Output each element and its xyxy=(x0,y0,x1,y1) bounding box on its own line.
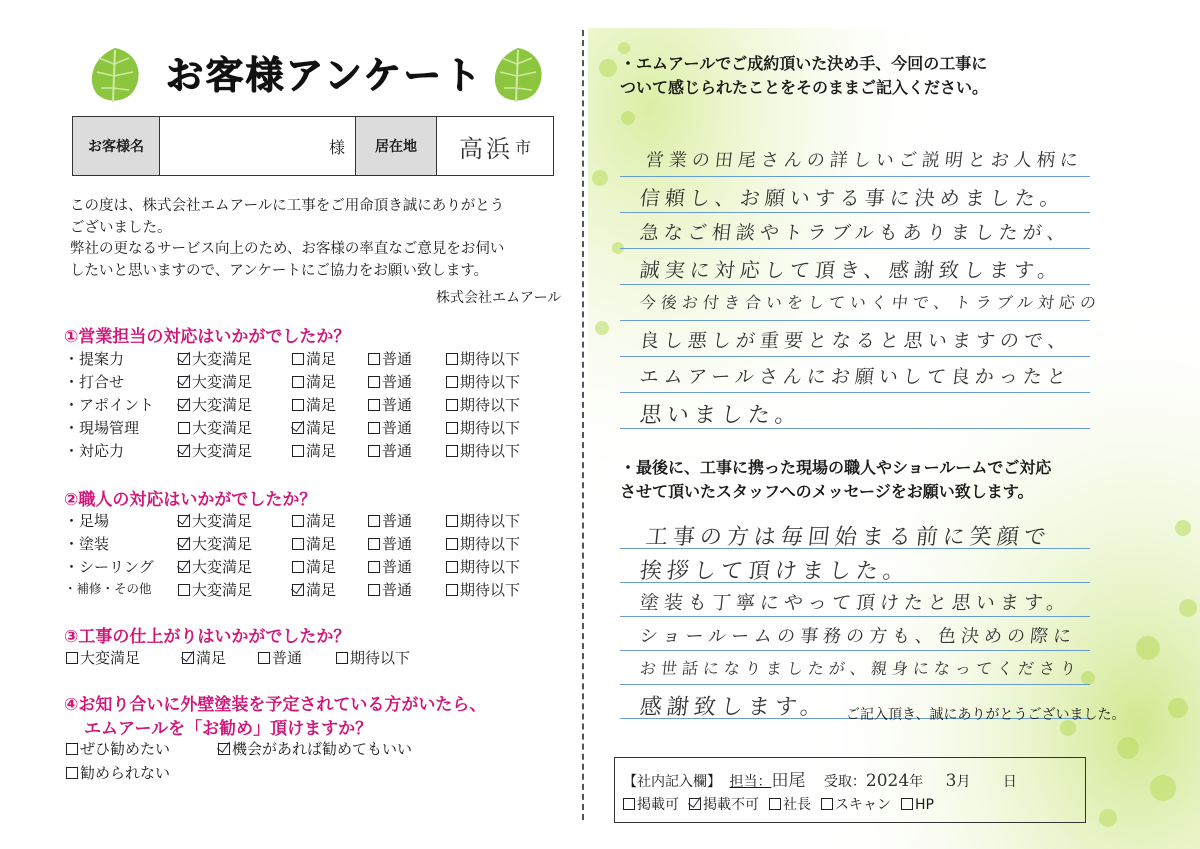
rating-option[interactable]: 期待以下 xyxy=(446,348,520,369)
checkbox-icon xyxy=(292,515,304,527)
rating-option[interactable]: 大変満足 xyxy=(178,579,252,600)
q1-rating-group xyxy=(64,348,574,464)
year-label: 年 xyxy=(909,774,924,790)
q3-heading: ③工事の仕上がりはいかがでしたか？ xyxy=(64,627,351,647)
rating-option[interactable]: 大変満足 xyxy=(178,417,252,438)
office-checkbox[interactable]: 社長 xyxy=(769,797,811,813)
received-month: 3 xyxy=(945,771,957,791)
customer-honorific: 様 xyxy=(328,137,345,157)
location-label: 居在地 xyxy=(355,117,437,175)
ruled-line xyxy=(620,650,1090,651)
rating-option[interactable]: 普通 xyxy=(368,394,412,415)
q3-rating-option[interactable]: 普通 xyxy=(258,647,302,668)
rating-option[interactable]: 満足 xyxy=(292,348,336,369)
checkbox-icon xyxy=(368,376,380,388)
checkbox-icon xyxy=(368,353,380,365)
q4-option[interactable]: 機会があれば勧めてもいい xyxy=(218,738,412,759)
location-field[interactable] xyxy=(437,117,553,175)
rating-option[interactable]: 満足 xyxy=(292,579,336,600)
handwritten-answer-line: 誠実に対応して頂き、感謝致します。 xyxy=(638,258,1064,282)
rating-row-label: ・足場 xyxy=(64,512,110,530)
office-checkbox[interactable]: 掲載不可 xyxy=(689,797,759,813)
rating-option[interactable]: 大変満足 xyxy=(178,556,252,577)
ruled-line xyxy=(620,320,1090,321)
q5-heading: ・エムアールでご成約頂いた決め手、今回の工事に ついて感じられたことをそのままご記入ください。 xyxy=(620,54,989,97)
checkbox-icon xyxy=(368,515,380,527)
checkbox-icon xyxy=(292,376,304,388)
office-checkbox[interactable]: HP xyxy=(901,797,934,813)
checkbox-icon xyxy=(66,767,78,779)
rating-option[interactable]: 満足 xyxy=(292,417,336,438)
checkbox-icon xyxy=(769,798,781,810)
rating-row-label: ・シーリング xyxy=(64,558,154,576)
handwritten-answer-line: 感謝致します。 xyxy=(638,695,829,720)
q3-rating-group xyxy=(64,647,464,669)
checkbox-icon xyxy=(623,798,635,810)
rating-option[interactable]: 大変満足 xyxy=(178,348,252,369)
handwritten-answer-line: 営業の田尾さんの詳しいご説明とお人柄に xyxy=(644,150,1084,171)
checkbox-checked-icon xyxy=(178,538,190,550)
checkbox-icon xyxy=(368,399,380,411)
office-use-box xyxy=(614,757,1086,823)
customer-name-field[interactable] xyxy=(161,117,353,175)
rating-row-label: ・提案力 xyxy=(64,350,125,368)
rating-option[interactable]: 普通 xyxy=(368,348,412,369)
rating-option[interactable]: 普通 xyxy=(368,510,412,531)
rating-option[interactable]: 普通 xyxy=(368,440,412,461)
rating-option[interactable]: 期待以下 xyxy=(446,556,520,577)
handwritten-answer-line: 工事の方は毎回始まる前に笑顔で xyxy=(644,525,1053,550)
rating-option[interactable]: 大変満足 xyxy=(178,440,252,461)
handwritten-answer-line: 思いました。 xyxy=(638,403,804,428)
rating-row xyxy=(64,579,574,602)
checkbox-checked-icon xyxy=(178,445,190,457)
ruled-line xyxy=(620,684,1090,685)
customer-info-table xyxy=(72,116,554,176)
checkbox-icon xyxy=(292,538,304,550)
received-year: 2024 xyxy=(865,771,910,791)
office-checkbox[interactable]: スキャン xyxy=(821,797,891,813)
checkbox-icon xyxy=(446,515,458,527)
q1-heading: ①営業担当の対応はいかがでしたか？ xyxy=(64,327,351,347)
rating-option[interactable]: 満足 xyxy=(292,371,336,392)
rating-row-label: ・現場管理 xyxy=(64,419,140,437)
checkbox-icon xyxy=(446,538,458,550)
q4-heading-line1: ④お知り合いに外壁塗装を予定されている方がいたら、 xyxy=(64,695,487,715)
rating-option[interactable]: 満足 xyxy=(292,394,336,415)
office-checkbox[interactable]: 掲載可 xyxy=(623,797,679,813)
rating-option[interactable]: 満足 xyxy=(292,533,336,554)
checkbox-icon xyxy=(446,399,458,411)
checkbox-icon xyxy=(901,798,913,810)
checkbox-icon xyxy=(292,353,304,365)
rating-option[interactable]: 普通 xyxy=(368,417,412,438)
rating-row-label: ・補修・その他 xyxy=(64,581,152,596)
rating-row xyxy=(64,510,574,533)
city-suffix: 市 xyxy=(514,137,531,157)
rating-option[interactable]: 期待以下 xyxy=(446,371,520,392)
ruled-line xyxy=(620,212,1090,213)
checkbox-icon xyxy=(336,652,348,664)
rating-row xyxy=(64,417,574,440)
rating-row xyxy=(64,394,574,417)
column-divider xyxy=(582,30,584,820)
thanks-message: ご記入頂き、誠にありがとうございました。 xyxy=(846,707,1126,723)
checkbox-icon xyxy=(446,422,458,434)
checkbox-checked-icon xyxy=(292,584,304,596)
q6-answer-area xyxy=(620,514,1100,724)
checkbox-icon xyxy=(368,561,380,573)
rating-option[interactable]: 普通 xyxy=(368,533,412,554)
q2-rating-group xyxy=(64,510,574,602)
handwritten-answer-line: 挨拶して頂けました。 xyxy=(638,559,912,584)
checkbox-icon xyxy=(368,538,380,550)
intro-line: 弊社の更なるサービス向上のため、お客様の率直なご意見をお伺い xyxy=(70,241,505,257)
q4-option[interactable]: ぜひ勧めたい xyxy=(66,738,170,759)
handwritten-answer-line: 今後お付き合いをしていく中で、トラブル対応の xyxy=(638,293,1102,312)
checkbox-checked-icon xyxy=(218,743,230,755)
checkbox-icon xyxy=(446,376,458,388)
checkbox-checked-icon xyxy=(178,376,190,388)
rating-row-label: ・アポイント xyxy=(64,396,155,414)
rating-option[interactable]: 大変満足 xyxy=(178,371,252,392)
handwritten-answer-line: エムアールさんにお願いして良かったと xyxy=(638,366,1073,388)
staff-value: 田尾 xyxy=(771,771,806,791)
q6-heading: ・最後に、工事に携った現場の職人やショールームでご対応 させて頂いたスタッフへのメッセージをお願い致します。 xyxy=(620,458,1052,501)
checkbox-checked-icon xyxy=(178,515,190,527)
intro-line: この度は、株式会社エムアールに工事をご用命頂き誠にありがとう xyxy=(70,198,505,214)
month-label: 月 xyxy=(956,774,971,790)
rating-option[interactable]: 満足 xyxy=(292,510,336,531)
rating-option[interactable]: 期待以下 xyxy=(446,417,520,438)
company-name: 株式会社エムアール xyxy=(436,290,562,306)
q3-rating-option[interactable]: 大変満足 xyxy=(66,647,140,668)
checkbox-checked-icon xyxy=(178,561,190,573)
rating-option[interactable]: 満足 xyxy=(292,440,336,461)
ruled-line xyxy=(620,248,1090,249)
rating-option[interactable]: 期待以下 xyxy=(446,510,520,531)
checkbox-icon xyxy=(292,445,304,457)
rating-option[interactable]: 普通 xyxy=(368,556,412,577)
checkbox-icon xyxy=(446,445,458,457)
rating-option[interactable]: 期待以下 xyxy=(446,440,520,461)
rating-option[interactable]: 期待以下 xyxy=(446,533,520,554)
q4-option-group xyxy=(66,738,566,786)
handwritten-answer-line: 塗装も丁寧にやって頂けたと思います。 xyxy=(638,592,1072,614)
leaf-decoration-right xyxy=(488,44,548,106)
checkbox-icon xyxy=(446,353,458,365)
ruled-line xyxy=(620,176,1090,177)
q3-rating-option[interactable]: 満足 xyxy=(182,647,226,668)
ruled-line xyxy=(620,284,1090,285)
q3-rating-option[interactable]: 期待以下 xyxy=(336,647,410,668)
q4-heading-line2: エムアールを「お勧め」頂けますか？ xyxy=(84,719,373,739)
checkbox-icon xyxy=(368,445,380,457)
ruled-line xyxy=(620,616,1090,617)
rating-row xyxy=(64,348,574,371)
checkbox-icon xyxy=(66,652,78,664)
rating-option[interactable]: 普通 xyxy=(368,371,412,392)
handwritten-answer-line: 信頼し、お願いする事に決めました。 xyxy=(638,186,1067,210)
rating-row xyxy=(64,440,574,463)
ruled-line xyxy=(620,356,1090,357)
rating-option[interactable]: 期待以下 xyxy=(446,579,520,600)
checkbox-icon xyxy=(446,584,458,596)
checkbox-icon xyxy=(292,561,304,573)
checkbox-icon xyxy=(258,652,270,664)
rating-row xyxy=(64,556,574,579)
customer-name-label: お客様名 xyxy=(73,117,160,175)
checkbox-icon xyxy=(66,743,78,755)
handwritten-answer-line: お世話になりましたが、親身になってくださり xyxy=(638,659,1082,678)
checkbox-checked-icon xyxy=(178,353,190,365)
rating-row xyxy=(64,371,574,394)
checkbox-checked-icon xyxy=(182,652,194,664)
handwritten-answer-line: 良し悪しが重要となると思いますので、 xyxy=(638,330,1073,352)
rating-row-label: ・対応力 xyxy=(64,442,125,460)
staff-label: 担当： xyxy=(729,774,772,790)
intro-line: ございました。 xyxy=(70,219,172,236)
office-label: 【社内記入欄】 xyxy=(623,774,721,790)
rating-option[interactable]: 大変満足 xyxy=(178,394,252,415)
checkbox-icon xyxy=(446,561,458,573)
rating-option[interactable]: 大変満足 xyxy=(178,510,252,531)
checkbox-checked-icon xyxy=(178,399,190,411)
rating-row-label: ・打合せ xyxy=(64,373,125,391)
rating-option[interactable]: 満足 xyxy=(292,556,336,577)
leaf-decoration-left xyxy=(85,44,145,106)
ruled-line xyxy=(620,392,1090,393)
rating-option[interactable]: 期待以下 xyxy=(446,394,520,415)
page-title: お客様アンケート xyxy=(165,53,483,97)
day-label: 日 xyxy=(1002,774,1017,790)
received-label: 受取： xyxy=(823,774,866,790)
q2-heading: ②職人の対応はいかがでしたか？ xyxy=(64,490,317,510)
rating-option[interactable]: 普通 xyxy=(368,579,412,600)
q4-option[interactable]: 勧められない xyxy=(66,762,170,783)
rating-row xyxy=(64,533,574,556)
checkbox-checked-icon xyxy=(689,798,701,810)
checkbox-icon xyxy=(368,584,380,596)
q5-answer-area xyxy=(620,140,1100,430)
intro-text xyxy=(70,196,570,282)
checkbox-icon xyxy=(368,422,380,434)
handwritten-answer-line: 急なご相談やトラブルもありましたが、 xyxy=(638,222,1072,244)
checkbox-icon xyxy=(178,422,190,434)
handwritten-answer-line: ショールームの事務の方も、色決めの際に xyxy=(638,626,1078,647)
checkbox-checked-icon xyxy=(292,422,304,434)
rating-option[interactable]: 大変満足 xyxy=(178,533,252,554)
city-handwritten: 高浜 xyxy=(458,134,513,163)
checkbox-icon xyxy=(178,584,190,596)
intro-line: したいと思いますので、アンケートにご協力をお願い致します。 xyxy=(70,262,489,279)
checkbox-icon xyxy=(821,798,833,810)
checkbox-icon xyxy=(292,399,304,411)
rating-row-label: ・塗装 xyxy=(64,535,110,553)
